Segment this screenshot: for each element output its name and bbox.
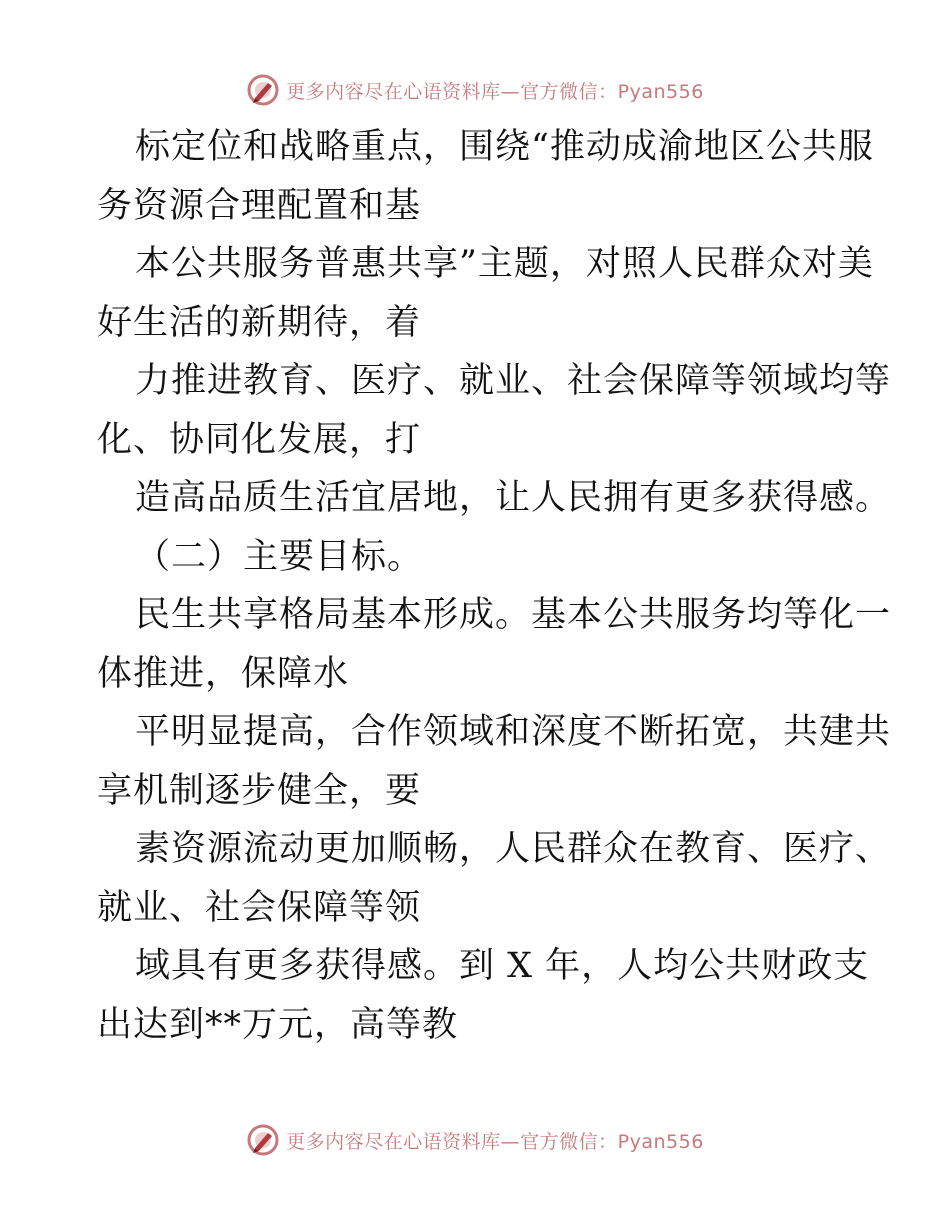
watermark-text: 更多内容尽在心语资料库—官方微信：Pyan556 — [286, 80, 704, 103]
header-watermark — [0, 72, 950, 108]
text-line: 标定位和战略重点，围绕“推动成渝地区公共服 — [135, 127, 874, 167]
text-line: 本公共服务普惠共享”主题，对照人民群众对美 — [135, 244, 874, 284]
footer-watermark — [0, 1122, 950, 1158]
text-line: 务资源合理配置和基 — [97, 185, 422, 226]
pen-circle-logo-icon — [246, 1123, 280, 1157]
text-line: 平明显提高，合作领域和深度不断拓宽，共建共 — [135, 712, 892, 752]
text-line: 力推进教育、医疗、就业、社会保障等领域均等 — [135, 361, 892, 401]
watermark-text: 更多内容尽在心语资料库—官方微信：Pyan556 — [286, 1130, 704, 1153]
text-line: 享机制逐步健全，要 — [97, 770, 422, 811]
document-body — [97, 118, 892, 1054]
text-line: 域具有更多获得感。到 X 年，人均公共财政支 — [135, 946, 870, 986]
text-line: 素资源流动更加顺畅，人民群众在教育、医疗、 — [135, 829, 892, 869]
pen-circle-logo-icon — [246, 73, 280, 107]
text-line: 出达到**万元，高等教 — [97, 1004, 459, 1045]
text-line: 民生共享格局基本形成。基本公共服务均等化一 — [135, 595, 892, 635]
text-line: 就业、社会保障等领 — [97, 887, 422, 928]
text-line: 造高品质生活宜居地，让人民拥有更多获得感。 — [135, 478, 892, 518]
text-line: 好生活的新期待，着 — [97, 302, 422, 343]
section-heading: （二）主要目标。 — [135, 536, 424, 577]
text-line: 化、协同化发展，打 — [97, 419, 422, 460]
text-line: 体推进，保障水 — [97, 653, 350, 694]
